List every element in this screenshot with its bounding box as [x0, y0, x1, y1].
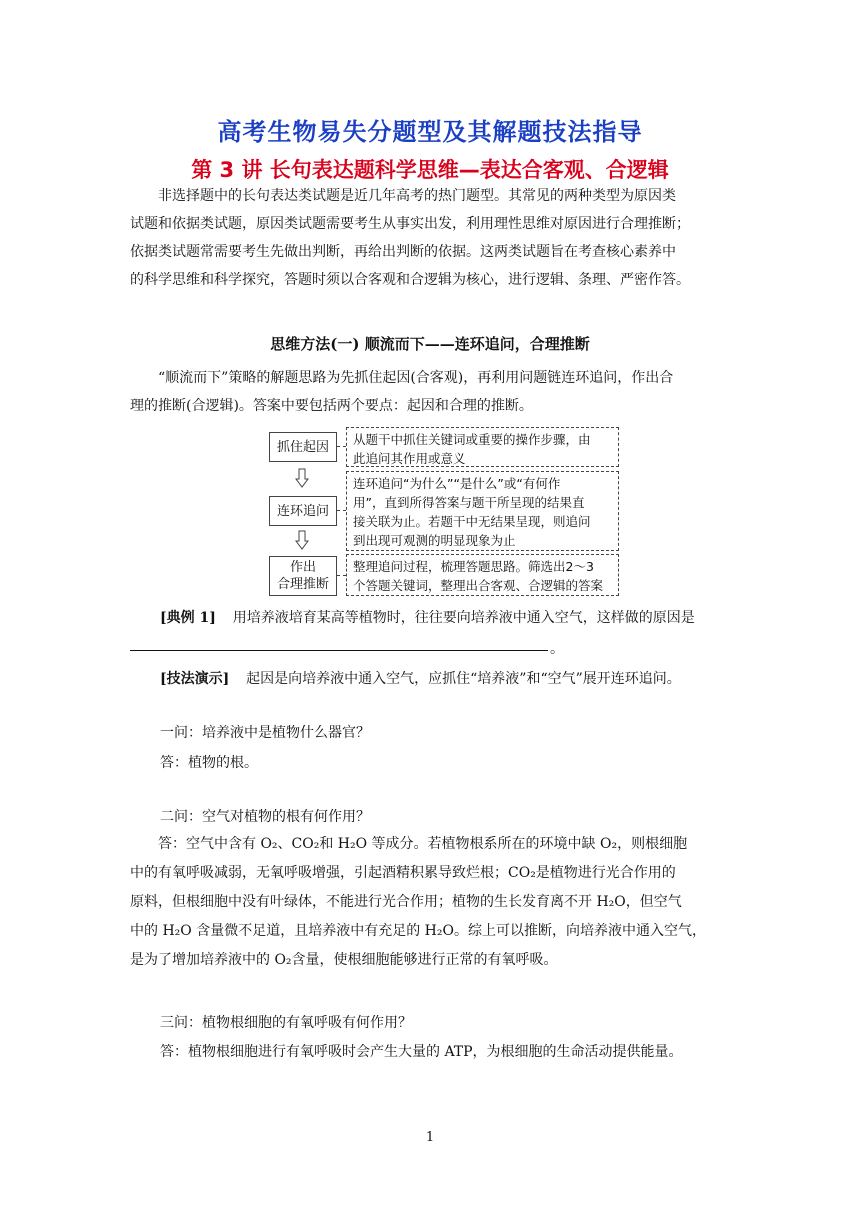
- intro-line: 依据类试题常需要考生先做出判断，再给出判断的依据。这两类试题旨在考查核心素养中: [130, 244, 676, 260]
- desc-line: 个答题关键词，整理出合客观、合逻辑的答案: [353, 578, 604, 593]
- intro-line: 非选择题中的长句表达类试题是近几年高考的热门题型。其常见的两种类型为原因类: [158, 188, 676, 204]
- method-desc-line: “顺流而下”策略的解题思路为先抓住起因(合客观)，再利用问题链连环追问，作出合: [158, 370, 674, 386]
- demo-tag: [技法演示]: [160, 671, 230, 687]
- answer-blank: [130, 650, 548, 651]
- demo-text: 起因是向培养液中通入空气，应抓住“培养液”和“空气”展开连环追问。: [246, 671, 681, 687]
- answer-1: 答：植物的根。: [160, 755, 258, 771]
- method-description: [130, 364, 730, 420]
- answer-2: [130, 830, 730, 975]
- step-2-label: 连环追问: [269, 496, 337, 526]
- intro-paragraph: [130, 182, 730, 294]
- desc-line: 此追问其作用或意义: [353, 451, 466, 466]
- example-end-mark: 。: [550, 641, 564, 657]
- intro-line: 的科学思维和科学探究，答题时须以合客观和合逻辑为核心，进行逻辑、条理、严密作答。: [130, 272, 690, 288]
- step-3-description: [346, 554, 619, 596]
- answer-2-line: 答：空气中含有 O₂、CO₂和 H₂O 等成分。若植物根系所在的环境中缺 O₂，则根细胞: [158, 836, 688, 852]
- example-tag: [典例 1]: [160, 610, 216, 626]
- desc-line: 到出现可观测的明显现象为止: [353, 533, 516, 548]
- down-arrow-icon: [295, 530, 309, 550]
- document-title: 高考生物易失分题型及其解题技法指导: [217, 118, 643, 146]
- page-number: 1: [425, 1130, 435, 1145]
- desc-line: 从题干中抓住关键词或重要的操作步骤，由: [353, 432, 591, 447]
- connector-line: [337, 446, 346, 447]
- step-1-label: 抓住起因: [269, 432, 337, 462]
- answer-2-line: 原料，但根细胞中没有叶绿体，不能进行光合作用；植物的生长发育离不开 H₂O，但空气: [130, 894, 682, 910]
- connector-line: [337, 510, 346, 511]
- example-question: [160, 607, 740, 627]
- step-1-description: [346, 427, 619, 467]
- answer-2-line: 中的 H₂O 含量微不足道，且培养液中有充足的 H₂O。综上可以推断，向培养液中通入空气，: [130, 923, 706, 939]
- desc-line: 用”，直到所得答案与题干所呈现的结果直: [353, 495, 585, 510]
- example-text: 用培养液培育某高等植物时，往往要向培养液中通入空气，这样做的原因是: [232, 610, 695, 626]
- lecture-subtitle: 第 3 讲 长句表达题科学思维—表达合客观、合逻辑: [191, 158, 669, 182]
- question-3: 三问：植物根细胞的有氧呼吸有何作用？: [160, 1015, 412, 1031]
- intro-line: 试题和依据类试题，原因类试题需要考生从事实出发，利用理性思维对原因进行合理推断；: [130, 216, 690, 232]
- question-1: 一问：培养液中是植物什么器官？: [160, 725, 370, 741]
- question-2: 二问：空气对植物的根有何作用？: [160, 809, 370, 825]
- method-heading: 思维方法(一) 顺流而下——连环追问，合理推断: [270, 335, 590, 353]
- answer-3: 答：植物根细胞进行有氧呼吸时会产生大量的 ATP，为根细胞的生命活动提供能量。: [160, 1044, 683, 1060]
- technique-demo: [160, 668, 740, 688]
- step-3-label-line: 作出: [289, 560, 316, 575]
- method-desc-line: 理的推断(合逻辑)。答案中要包括两个要点：起因和合理的推断。: [130, 398, 533, 414]
- step-3-label: [269, 556, 337, 596]
- answer-2-line: 中的有氧呼吸减弱，无氧呼吸增强，引起酒精积累导致烂根；CO₂是植物进行光合作用的: [130, 865, 676, 881]
- connector-line: [337, 575, 346, 576]
- desc-line: 连环追问“为什么”“是什么”或“有何作: [353, 476, 561, 491]
- step-2-description: [346, 471, 619, 551]
- down-arrow-icon: [295, 468, 309, 488]
- answer-2-line: 是为了增加培养液中的 O₂含量，使根细胞能够进行正常的有氧呼吸。: [130, 952, 558, 968]
- step-3-label-line: 合理推断: [276, 577, 329, 592]
- desc-line: 接关联为止。若题干中无结果呈现，则追问: [353, 514, 591, 529]
- desc-line: 整理追问过程，梳理答题思路。筛选出2～3: [353, 559, 594, 574]
